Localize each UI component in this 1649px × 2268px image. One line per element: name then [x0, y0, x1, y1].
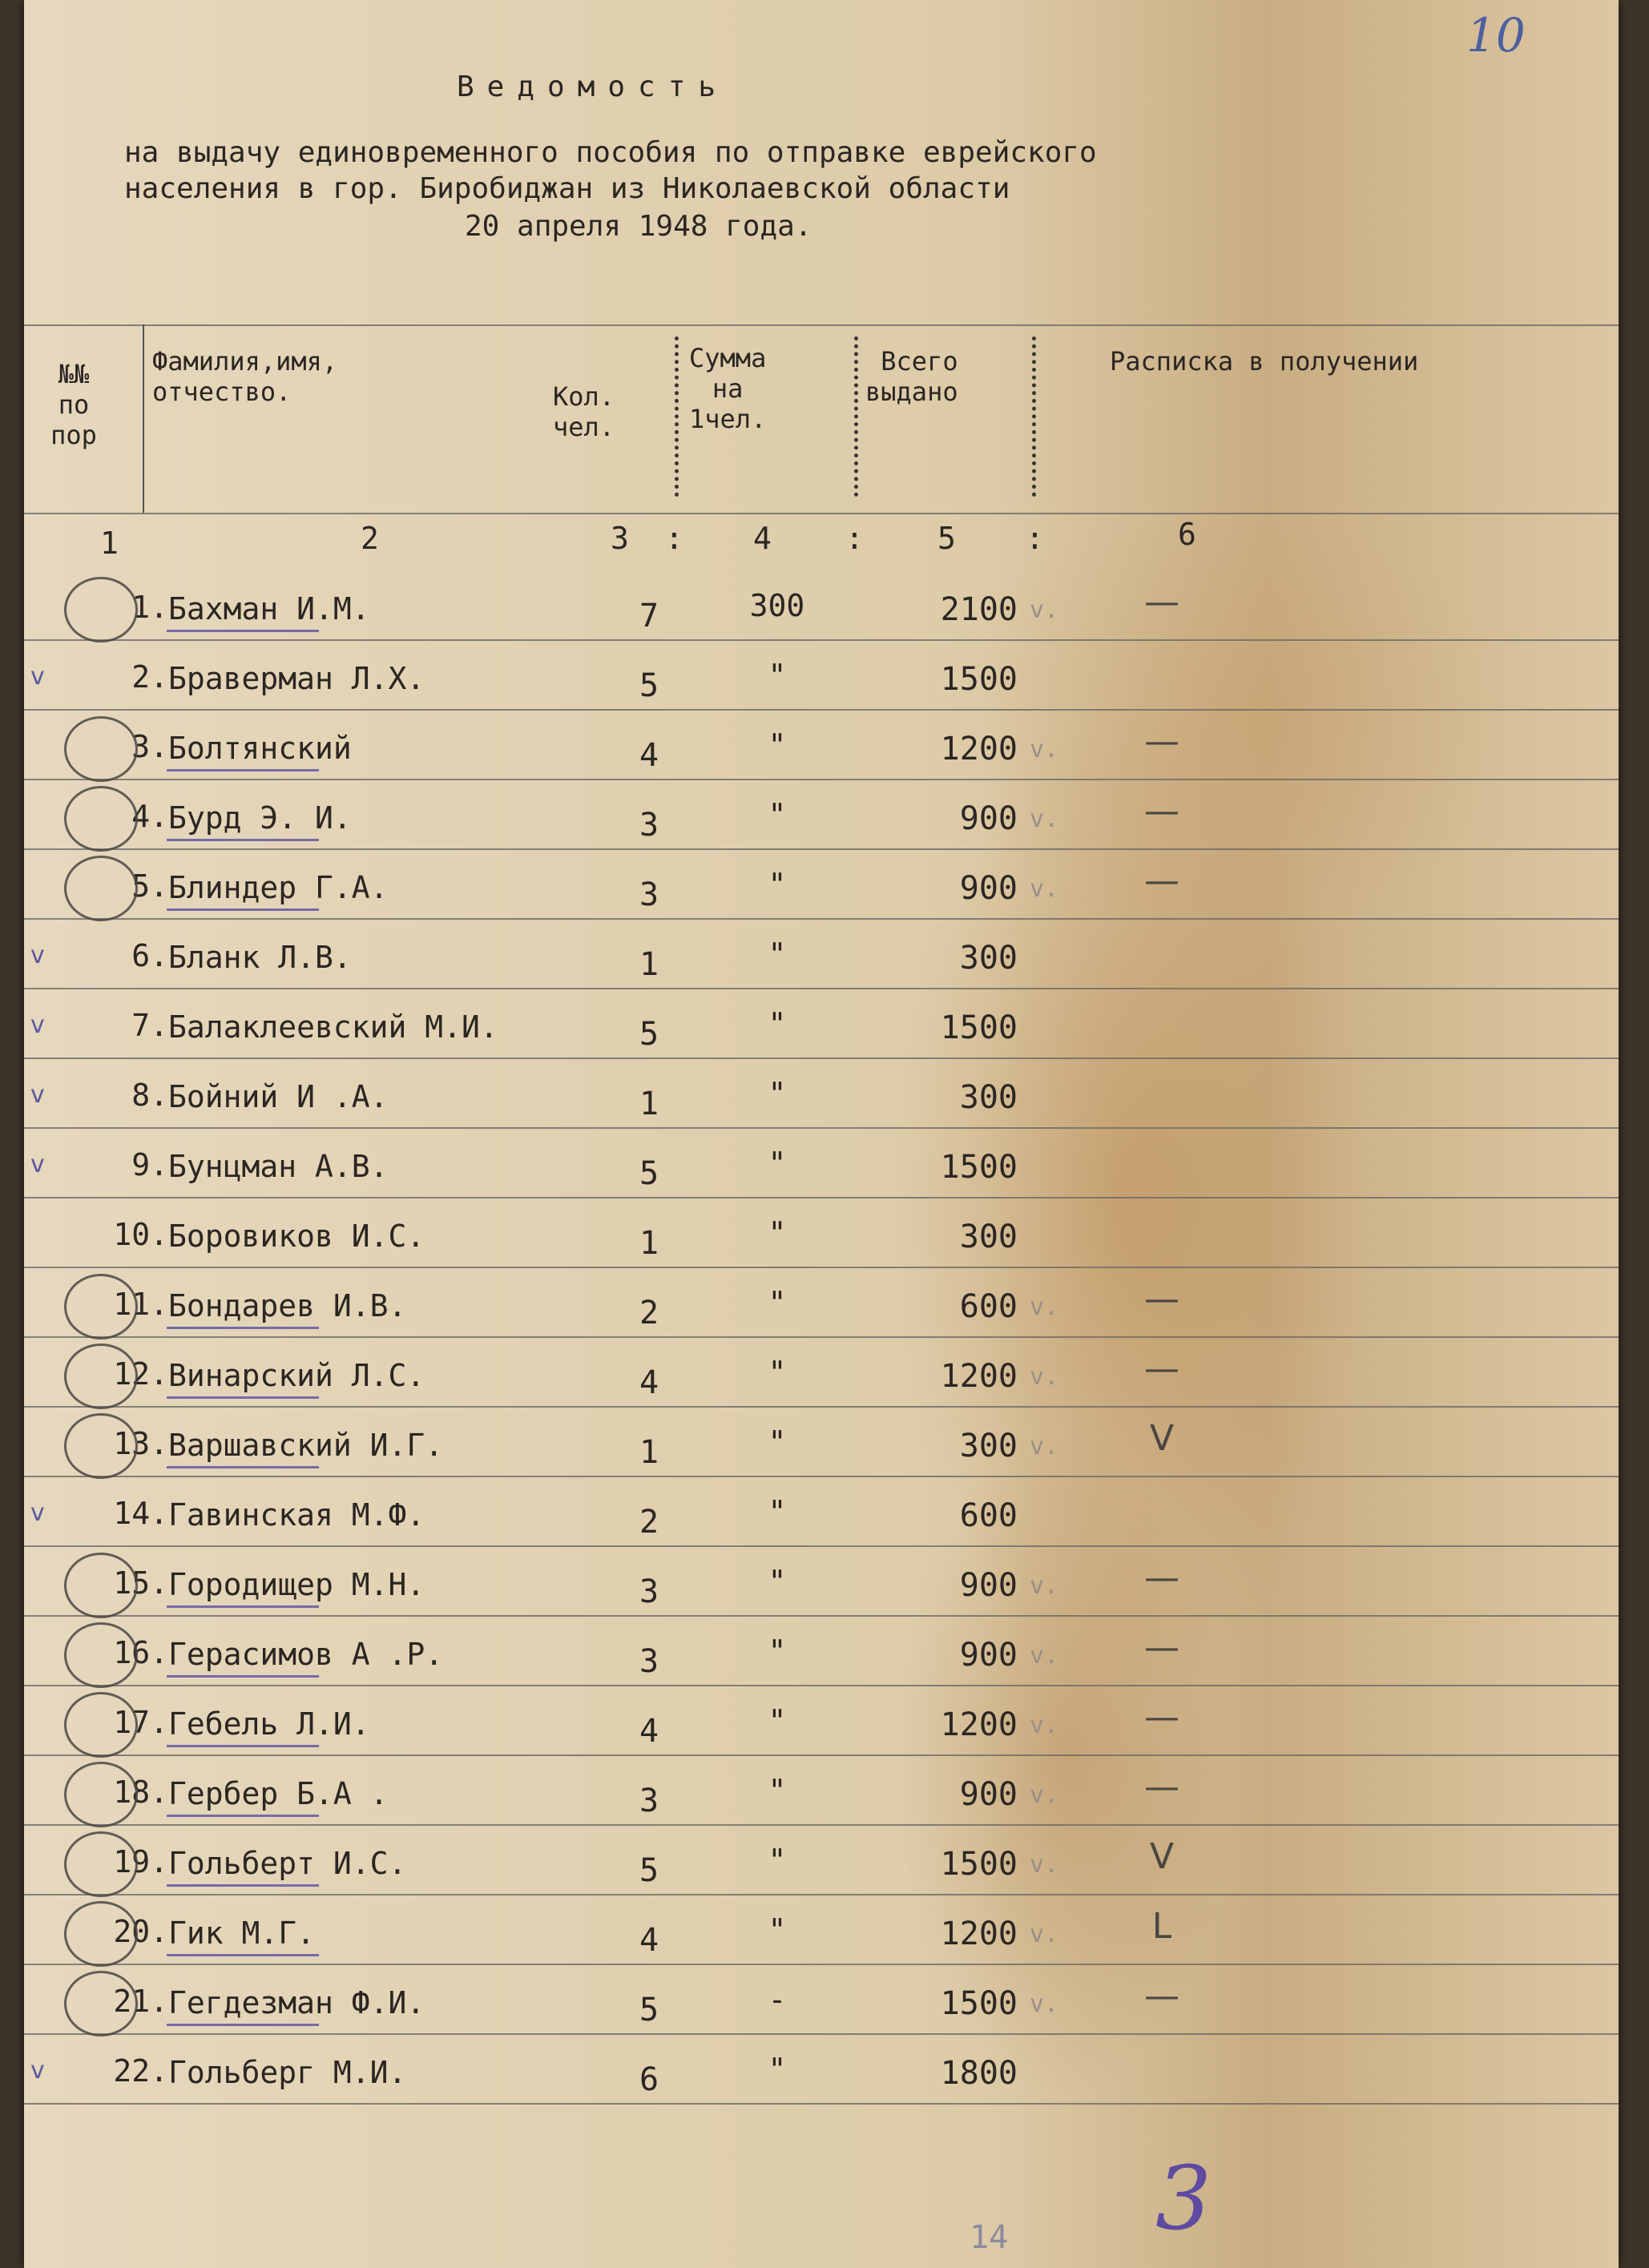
receipt-mark: —: [1144, 1697, 1179, 1738]
column-number-1: 1: [100, 526, 119, 561]
row-number-circle: [64, 1901, 138, 1967]
row-number: 19.: [113, 1844, 168, 1879]
column-number-6: 6: [1178, 517, 1196, 552]
margin-check-mark: v: [30, 2057, 45, 2085]
row-number: 16.: [113, 1635, 168, 1670]
row-rule: [24, 988, 1619, 989]
people-count: 5: [639, 1992, 659, 2028]
row-number: 17.: [113, 1705, 168, 1740]
margin-check-mark: v: [30, 663, 45, 691]
person-name: Герасимов А .Р.: [168, 1637, 444, 1672]
person-name: Блиндер Г.А.: [168, 870, 389, 905]
amount-per-person: ": [768, 1424, 787, 1460]
name-underline: [167, 1605, 319, 1608]
table-row: [24, 1831, 1619, 1899]
total-issued: 300: [959, 1219, 1018, 1255]
row-number: 7.: [131, 1008, 168, 1043]
check-tick: v.: [1030, 1711, 1059, 1739]
column-number-3: 3: [611, 521, 629, 556]
people-count: 3: [639, 876, 659, 913]
person-name: Боровиков И.С.: [168, 1219, 425, 1254]
table-row: [24, 2040, 1619, 2108]
amount-per-person: ": [768, 1215, 787, 1251]
table-top-rule: [24, 324, 1619, 326]
table-row: [24, 856, 1619, 923]
row-rule: [24, 848, 1619, 850]
row-rule: [24, 709, 1619, 711]
total-issued: 300: [959, 1079, 1018, 1116]
row-number: 21.: [113, 1984, 168, 2019]
table-row: [24, 1065, 1619, 1132]
table-row: [24, 1204, 1619, 1271]
row-rule: [24, 1824, 1619, 1826]
total-issued: 1800: [940, 2055, 1018, 2092]
check-tick: v.: [1030, 735, 1059, 763]
person-name: Варшавский И.Г.: [168, 1428, 444, 1463]
amount-per-person: ": [768, 1634, 787, 1669]
table-row: [24, 1971, 1619, 2038]
total-issued: 900: [959, 1637, 1018, 1674]
person-name: Гольберт И.С.: [168, 1846, 407, 1881]
row-rule: [24, 1615, 1619, 1617]
people-count: 5: [639, 1155, 659, 1192]
table-row: [24, 1483, 1619, 1550]
amount-per-person: ": [768, 1912, 787, 1948]
name-underline: [167, 1675, 319, 1678]
row-number-circle: [64, 1762, 138, 1827]
row-rule: [24, 1267, 1619, 1268]
table-row: [24, 1622, 1619, 1690]
row-rule: [24, 1964, 1619, 1965]
receipt-mark: —: [1144, 860, 1179, 901]
column-number-4: 4: [753, 521, 772, 556]
margin-check-mark: v: [30, 1081, 45, 1109]
row-number-circle: [64, 856, 138, 921]
row-rule: [24, 1197, 1619, 1198]
row-number: 3.: [131, 729, 168, 764]
separator-colon: :: [1026, 521, 1044, 556]
total-issued: 1500: [940, 1149, 1018, 1186]
amount-per-person: ": [768, 1285, 787, 1320]
amount-per-person: ": [768, 1703, 787, 1738]
amount-per-person: ": [768, 1564, 787, 1599]
check-tick: v.: [1030, 805, 1059, 833]
people-count: 5: [639, 667, 659, 704]
margin-check-mark: v: [30, 941, 45, 969]
check-tick: v.: [1030, 1920, 1059, 1948]
header-per-person: Сумма на 1чел.: [689, 343, 767, 434]
check-tick: v.: [1030, 1781, 1059, 1809]
receipt-mark: —: [1144, 791, 1179, 832]
row-rule: [24, 2033, 1619, 2035]
header-bottom-rule: [24, 513, 1619, 514]
name-underline: [167, 1745, 319, 1747]
row-rule: [24, 1057, 1619, 1059]
person-name: Браверман Л.Х.: [168, 661, 425, 696]
row-number: 11.: [113, 1287, 168, 1322]
separator-colon: :: [845, 521, 864, 556]
row-number: 13.: [113, 1426, 168, 1461]
header-count: Кол. чел.: [553, 381, 615, 442]
amount-per-person: ": [768, 1006, 787, 1041]
row-rule: [24, 1685, 1619, 1686]
receipt-mark: —: [1144, 1766, 1179, 1807]
row-number: 1.: [131, 590, 168, 625]
margin-check-mark: v: [30, 1150, 45, 1178]
header-receipt: Расписка в получении: [1110, 346, 1419, 377]
check-tick: v.: [1030, 596, 1059, 624]
check-tick: v.: [1030, 875, 1059, 903]
row-number: 14.: [113, 1496, 168, 1531]
amount-per-person: ": [768, 797, 787, 832]
person-name: Болтянский: [168, 731, 352, 766]
subtitle-line-2: населения в гор. Биробиджан из Николаевской области: [124, 172, 1010, 205]
bottom-page-mark: 14: [970, 2219, 1009, 2256]
column-divider: [675, 336, 679, 497]
total-issued: 1200: [940, 731, 1018, 767]
person-name: Балаклеевский М.И.: [168, 1009, 498, 1045]
receipt-mark: —: [1144, 1627, 1179, 1668]
amount-per-person: ": [768, 1773, 787, 1808]
row-number: 15.: [113, 1565, 168, 1601]
table-row: [24, 1692, 1619, 1759]
header-name: Фамилия,имя, отчество.: [152, 346, 338, 407]
total-issued: 900: [959, 800, 1018, 837]
document-sheet: [24, 0, 1619, 2268]
table-row: [24, 995, 1619, 1062]
name-underline: [167, 769, 319, 771]
check-tick: v.: [1030, 1572, 1059, 1600]
amount-per-person: ": [768, 1355, 787, 1390]
row-number-circle: [64, 1622, 138, 1688]
people-count: 4: [639, 737, 659, 774]
check-tick: v.: [1030, 1363, 1059, 1391]
row-rule: [24, 1476, 1619, 1477]
amount-per-person: 300: [749, 588, 805, 623]
row-number: 20.: [113, 1914, 168, 1949]
person-name: Гебель Л.И.: [168, 1706, 370, 1742]
row-rule: [24, 918, 1619, 920]
people-count: 2: [639, 1504, 659, 1541]
table-row: [24, 647, 1619, 714]
row-number: 12.: [113, 1356, 168, 1392]
name-underline: [167, 1396, 319, 1399]
people-count: 5: [639, 1852, 659, 1889]
margin-check-mark: v: [30, 1011, 45, 1039]
total-issued: 1200: [940, 1916, 1018, 1952]
row-number: 9.: [131, 1147, 168, 1182]
person-name: Гавинская М.Ф.: [168, 1497, 425, 1533]
people-count: 1: [639, 1086, 659, 1122]
people-count: 3: [639, 1643, 659, 1680]
total-issued: 600: [959, 1497, 1018, 1534]
receipt-mark: L: [1151, 1906, 1172, 1947]
people-count: 4: [639, 1364, 659, 1401]
table-row: [24, 1134, 1619, 1202]
receipt-mark: —: [1144, 1976, 1179, 2016]
table-row: [24, 1553, 1619, 1620]
total-issued: 1200: [940, 1358, 1018, 1395]
total-issued: 1500: [940, 661, 1018, 698]
people-count: 6: [639, 2061, 659, 2098]
total-issued: 300: [959, 940, 1018, 977]
column-number-2: 2: [361, 521, 379, 556]
total-issued: 1200: [940, 1706, 1018, 1743]
row-number-circle: [64, 1413, 138, 1479]
row-number-circle: [64, 1692, 138, 1758]
row-number: 10.: [113, 1217, 168, 1252]
people-count: 5: [639, 1016, 659, 1053]
row-rule: [24, 779, 1619, 780]
receipt-mark: —: [1144, 1348, 1179, 1389]
document-title: Ведомость: [457, 70, 729, 103]
handwritten-mark: 3: [1155, 2147, 1212, 2250]
row-number-circle: [64, 716, 138, 782]
receipt-mark: —: [1144, 721, 1179, 762]
column-divider: [854, 336, 858, 497]
person-name: Гербер Б.А .: [168, 1776, 389, 1811]
row-number-circle: [64, 1274, 138, 1339]
people-count: 1: [639, 1434, 659, 1471]
person-name: Гольберг М.И.: [168, 2055, 407, 2090]
name-underline: [167, 839, 319, 841]
name-underline: [167, 908, 319, 911]
separator-colon: :: [665, 521, 683, 556]
check-tick: v.: [1030, 1851, 1059, 1879]
receipt-mark: —: [1144, 582, 1179, 622]
person-name: Гик М.Г.: [168, 1916, 316, 1951]
amount-per-person: ": [768, 1076, 787, 1111]
people-count: 2: [639, 1295, 659, 1331]
people-count: 7: [639, 598, 659, 634]
row-rule: [24, 2103, 1619, 2105]
receipt-mark: V: [1149, 1836, 1175, 1877]
column-divider: [1032, 336, 1036, 497]
check-tick: v.: [1030, 1642, 1059, 1670]
name-underline: [167, 1884, 319, 1887]
receipt-mark: V: [1149, 1418, 1175, 1459]
archive-page-number: 10: [1466, 8, 1526, 62]
name-underline: [167, 1815, 319, 1817]
people-count: 4: [639, 1922, 659, 1959]
row-number: 6.: [131, 938, 168, 973]
table-row: [24, 577, 1619, 644]
name-underline: [167, 1327, 319, 1329]
total-issued: 600: [959, 1288, 1018, 1325]
name-underline: [167, 2024, 319, 2026]
table-row: [24, 1274, 1619, 1341]
margin-check-mark: v: [30, 1499, 45, 1527]
header-total: Всего выдано: [865, 346, 958, 407]
total-issued: 300: [959, 1428, 1018, 1464]
amount-per-person: ": [768, 937, 787, 972]
row-number-circle: [64, 786, 138, 852]
total-issued: 1500: [940, 1985, 1018, 2022]
row-number: 8.: [131, 1078, 168, 1113]
row-number-circle: [64, 1971, 138, 2036]
total-issued: 2100: [940, 591, 1018, 628]
total-issued: 900: [959, 870, 1018, 907]
column-divider: [143, 324, 144, 513]
name-underline: [167, 630, 319, 632]
total-issued: 1500: [940, 1846, 1018, 1883]
row-rule: [24, 1545, 1619, 1547]
subtitle-line-1: на выдачу единовременного пособия по отправке еврейского: [124, 136, 1097, 169]
row-number-circle: [64, 577, 138, 643]
row-number: 18.: [113, 1775, 168, 1810]
receipt-mark: —: [1144, 1279, 1179, 1319]
row-number: 5.: [131, 868, 168, 904]
subtitle-line-3: 20 апреля 1948 года.: [465, 210, 812, 243]
person-name: Бойний И .А.: [168, 1079, 389, 1114]
row-number: 2.: [131, 659, 168, 695]
row-rule: [24, 639, 1619, 641]
amount-per-person: -: [768, 1982, 787, 2017]
people-count: 4: [639, 1713, 659, 1750]
check-tick: v.: [1030, 1990, 1059, 2018]
total-issued: 1500: [940, 1009, 1018, 1046]
amount-per-person: ": [768, 1146, 787, 1181]
name-underline: [167, 1954, 319, 1956]
amount-per-person: ": [768, 1843, 787, 1878]
table-row: [24, 1762, 1619, 1829]
column-number-5: 5: [937, 521, 956, 556]
row-number-circle: [64, 1831, 138, 1897]
row-rule: [24, 1406, 1619, 1408]
check-tick: v.: [1030, 1293, 1059, 1321]
person-name: Бунцман А.В.: [168, 1149, 389, 1184]
total-issued: 900: [959, 1776, 1018, 1813]
person-name: Бахман И.М.: [168, 591, 370, 626]
person-name: Винарский Л.С.: [168, 1358, 425, 1393]
row-number: 4.: [131, 799, 168, 834]
person-name: Бурд Э. И.: [168, 800, 352, 836]
row-number-circle: [64, 1553, 138, 1618]
person-name: Городищер М.Н.: [168, 1567, 425, 1602]
row-rule: [24, 1754, 1619, 1756]
row-rule: [24, 1336, 1619, 1338]
total-issued: 900: [959, 1567, 1018, 1604]
table-row: [24, 1413, 1619, 1480]
row-rule: [24, 1127, 1619, 1129]
person-name: Бланк Л.В.: [168, 940, 352, 975]
header-no: №№ по пор: [50, 359, 97, 450]
table-row: [24, 1343, 1619, 1411]
people-count: 1: [639, 946, 659, 983]
row-number: 22.: [113, 2053, 168, 2089]
table-row: [24, 925, 1619, 993]
table-row: [24, 786, 1619, 853]
people-count: 1: [639, 1225, 659, 1262]
row-rule: [24, 1894, 1619, 1895]
people-count: 3: [639, 807, 659, 844]
amount-per-person: ": [768, 658, 787, 693]
receipt-mark: —: [1144, 1557, 1179, 1598]
person-name: Бондарев И.В.: [168, 1288, 407, 1323]
amount-per-person: ": [768, 867, 787, 902]
amount-per-person: ": [768, 727, 787, 763]
row-number-circle: [64, 1343, 138, 1409]
people-count: 3: [639, 1783, 659, 1819]
amount-per-person: ": [768, 2052, 787, 2087]
people-count: 3: [639, 1573, 659, 1610]
amount-per-person: ": [768, 1494, 787, 1529]
name-underline: [167, 1466, 319, 1468]
table-row: [24, 716, 1619, 784]
check-tick: v.: [1030, 1432, 1059, 1460]
table-row: [24, 1901, 1619, 1968]
person-name: Гегдезман Ф.И.: [168, 1985, 425, 2020]
